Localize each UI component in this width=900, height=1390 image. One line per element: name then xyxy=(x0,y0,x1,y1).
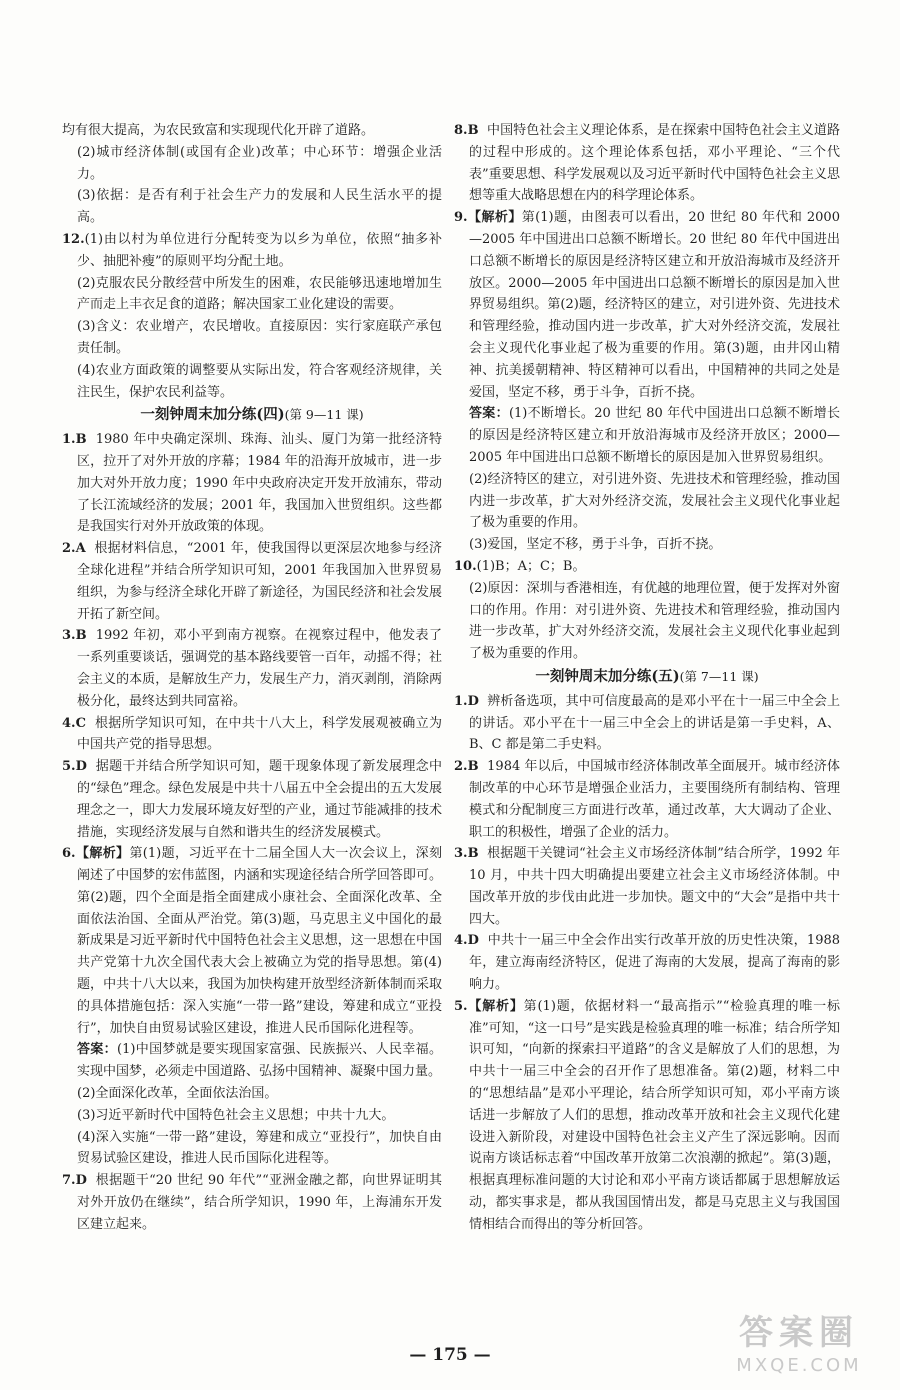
watermark-title: 答案圈 xyxy=(739,1313,859,1353)
question-12-sub-3: (3)含义：农业增产，农民增收。直接原因：实行家庭联产承包责任制。 xyxy=(77,319,442,356)
question-6-sub-2: (2)全面深化改革，全面依法治国。 xyxy=(77,1086,278,1102)
answer-text: 中共十一届三中全会作出实行改革开放的历史性决策，1988 年，建立海南经济特区，促进了海南的大发展，提高了海南的影响力。 xyxy=(469,933,841,993)
practice5-question-1 xyxy=(454,691,840,756)
question-9 xyxy=(454,207,840,403)
analysis-tag: 【解析】 xyxy=(75,846,130,862)
answer-tag: 答案： xyxy=(469,406,509,422)
section-heading-4 xyxy=(62,404,442,427)
analysis-tag: 【解析】 xyxy=(467,998,524,1014)
answer-text: 根据题干“20 世纪 90 年代”“亚洲金融之都，向世界证明其对外开放仍在继续”，结合所学知识，1990 年，上海浦东开发区建立起来。 xyxy=(77,1173,443,1232)
answer-text: 辨析备选项，其中可信度最高的是邓小平在十一届三中全会上的讲话。邓小平在十一届三中全会上的讲话是第一手史料，A、B、C 都是第二手史料。 xyxy=(469,693,840,753)
practice5-question-4 xyxy=(454,930,840,995)
intro-line: 均有很大提高，为农民致富和实现现代化开辟了道路。 xyxy=(62,123,375,138)
answer-tag: 答案： xyxy=(77,1042,117,1058)
question-number: 8. xyxy=(454,123,468,138)
answer-text: 1992 年初，邓小平到南方视察。在视察过程中，他发表了一系列重要谈话，强调党的基本路线要管一百年，动摇不得；社会主义的本质，是解放生产力，发展生产力，消灭剥削，消除两极分化，最终达到共同富裕。 xyxy=(77,628,442,709)
question-number: 2. xyxy=(454,759,468,775)
intro-sub-3: (3)依据：是否有利于社会生产力的发展和人民生活水平的提高。 xyxy=(77,188,442,226)
analysis-text: 第(1)题，由图表可以看出，20 世纪 80 年代和 2000—2005 年中国进出口总额不断增长。20 世纪 80 年代中国进出口总额不断增长的原因是经济特区建立和开放沿海城市及经济开放区。2000—2005 年中国进出口总额不断增长的原因是加入世界贸易组织。第(2)题，经济特区的建立，对引进外资、先进技术和管理经验，推动国内进一步改革，扩大对外经济交流，发展社会主义现代化事业起了极为重要的作用。第(3)题，由井冈山精神、抗美援朝精神、特区精神可以看出，中国精神的共同之处是爱国，坚定不移，勇于斗争，百折不挠。 xyxy=(469,210,840,400)
answer-text: (1)中国梦就是要实现国家富强、民族振兴、人民幸福。实现中国梦，必须走中国道路、弘扬中国精神、凝聚中国力量。 xyxy=(77,1042,442,1080)
answer-text: 中国特色社会主义理论体系，是在探索中国特色社会主义道路的过程中形成的。这个理论体系包括，邓小平理论、“三个代表”重要思想、科学发展观以及习近平新时代中国特色社会主义思想等重大战略思想在内的科学理论体系。 xyxy=(469,123,840,204)
answer-letter: D xyxy=(467,693,479,709)
answer-letter: D xyxy=(467,933,479,949)
analysis-tag: 【解析】 xyxy=(467,210,522,226)
question-number: 12. xyxy=(62,231,85,247)
question-6-answer xyxy=(62,1039,442,1083)
question-10 xyxy=(454,556,840,578)
answer-letter: A xyxy=(75,541,86,557)
answer-text: 根据题干关键词“社会主义市场经济体制”结合所学，1992 年 10 月，中共十四大明确提出要建立社会主义市场经济体制。中国改革开放的步伐由此进一步加快。题文中的“大会”是指中共十四大。 xyxy=(469,846,841,927)
question-number: 7. xyxy=(62,1173,76,1189)
question-12 xyxy=(62,229,442,273)
question-9-answer xyxy=(454,403,840,468)
answer-letter: B xyxy=(75,432,87,448)
question-number: 4. xyxy=(62,715,76,731)
right-column xyxy=(454,120,840,1236)
question-number: 4. xyxy=(454,933,468,949)
question-7 xyxy=(62,1170,442,1235)
answer-text: 根据材料信息，“2001 年，使我国得以更深层次地参与经济全球化进程”并结合所学知识可知，2001 年我国加入世界贸易组织，为参与经济全球化开辟了新途径，为国民经济和社会发展开拓了新空间。 xyxy=(77,541,442,622)
analysis-text: 第(1)题，习近平在十二届全国人大一次会议上，深刻阐述了中国梦的宏伟蓝图，内涵和实现途径结合所学回答即可。第(2)题，四个全面是指全面建成小康社会、全面深化改革、全面依法治国、全面从严治党。第(3)题，马克思主义中国化的最新成果是习近平新时代中国特色社会主义思想，这一思想在中国共产党第十九次全国代表大会上被确立为党的指导思想。第(4)题，中共十八大以来，我国为加快构建开放型经济新体制而采取的具体措施包括：深入实施“一带一路”建设，筹建和成立“亚投行”，加快自由贸易试验区建设，推进人民币国际化进程等。 xyxy=(77,846,442,1036)
question-8 xyxy=(454,120,840,207)
analysis-text: 第(1)题，依据材料一“最高指示”“检验真理的唯一标准”可知，“这一口号”是实践是检验真理的唯一标准；结合所学知识可知，“向新的探索扫平道路”的含义是解放了人们的思想，为中共十一届三中全会的召开作了思想准备。第(2)题，材料二中的“思想结晶”是邓小平理论，结合所学知识可知，邓小平南方谈话进一步解放了人们的思想，推动改革开放和社会主义现代化建设进入新阶段，对建设中国特色社会主义产生了深远影响。因而说南方谈话标志着“中国改革开放第二次浪潮的掀起”。第(3)题，根据真理标准问题的大讨论和邓小平南方谈话都属于思想解放运动，都实事求是，都从我国国情出发，都是马克思主义与我国国情相结合而得出的等分析回答。 xyxy=(469,998,840,1232)
question-12-sub-4: (4)农业方面政策的调整要从实际出发，符合客观经济规律，关注民生，保护农民利益等。 xyxy=(77,362,442,400)
section-range: (第 7—11 课) xyxy=(679,668,759,684)
question-number: 1. xyxy=(454,693,468,709)
question-number: 3. xyxy=(454,846,468,862)
section-title: 一刻钟周末加分练(五) xyxy=(535,667,680,685)
question-number: 9. xyxy=(454,210,468,226)
answer-letter: D xyxy=(75,1173,87,1189)
section-heading-5 xyxy=(454,666,840,689)
answer-letter: C xyxy=(75,715,86,731)
question-5 xyxy=(62,756,442,843)
answer-letter: B xyxy=(467,846,479,862)
practice5-question-3 xyxy=(454,843,840,930)
answer-text: 1984 年以后，中国城市经济体制改革全面展开。城市经济体制改革的中心环节是增强企业活力，主要围绕所有制结构、管理模式和分配制度三方面进行改革，通过改革，大大调动了企业、职工的积极性，增强了企业的活力。 xyxy=(469,759,841,840)
question-6 xyxy=(62,843,442,1039)
answer-letter: D xyxy=(75,759,87,775)
answer-text: (1)不断增长。20 世纪 80 年代中国进出口总额不断增长的原因是经济特区建立和开放沿海城市及经济开放区；2000—2005 年中国进出口总额不断增长的原因是加入世界贸易组织。 xyxy=(469,406,840,465)
question-number: 2. xyxy=(62,541,76,557)
answer-letter: B xyxy=(467,759,479,775)
practice5-question-2 xyxy=(454,756,840,843)
answer-text: 1980 年中央确定深圳、珠海、汕头、厦门为第一批经济特区，拉开了对外开放的序幕；1984 年的沿海开放城市，进一步加大对外开放力度；1990 年中央政府决定开发开放浦东，带动了长江流域经济的发展；2001 年，我国加入世贸组织。这些都是我国实行对外开放政策的体现。 xyxy=(77,432,442,535)
answer-letter: B xyxy=(75,628,87,644)
question-number: 5. xyxy=(62,759,76,775)
question-10-sub-2: (2)原因：深圳与香港相连，有优越的地理位置，便于发挥对外窗口的作用。作用：对引进外资、先进技术和管理经验，推动国内进一步改革，扩大对外经济交流，发展社会主义现代化事业起到了极为重要的作用。 xyxy=(469,580,840,662)
watermark-logo xyxy=(706,1310,892,1384)
answer-text: (1)由以村为单位进行分配转变为以乡为单位，依照“抽多补少、抽肥补瘦”的原则平均分配土地。 xyxy=(77,231,442,269)
question-number: 6. xyxy=(62,846,76,862)
question-6-sub-4: (4)深入实施“一带一路”建设，筹建和成立“亚投行”，加快自由贸易试验区建设，推进人民币国际化进程等。 xyxy=(77,1129,442,1167)
practice5-question-5 xyxy=(454,996,840,1236)
question-6-sub-3: (3)习近平新时代中国特色社会主义思想；中共十九大。 xyxy=(77,1107,395,1123)
section-range: (第 9—11 课) xyxy=(284,407,364,423)
intro-sub-2: (2)城市经济体制(或国有企业)改革；中心环节：增强企业活力。 xyxy=(77,144,442,182)
watermark-url: MXQE.COM xyxy=(736,1355,862,1376)
question-4 xyxy=(62,713,442,757)
answer-letter: B xyxy=(467,123,479,138)
question-9-sub-2: (2)经济特区的建立，对引进外资、先进技术和管理经验，推动国内进一步改革，扩大对外经济交流，发展社会主义现代化事业起了极为重要的作用。 xyxy=(469,471,840,531)
answer-text: 根据所学知识可知，在中共十八大上，科学发展观被确立为中国共产党的指导思想。 xyxy=(77,715,442,753)
question-number: 3. xyxy=(62,628,76,644)
question-number: 5. xyxy=(454,998,468,1014)
answer-text: (1)B；A；C；B。 xyxy=(476,558,586,574)
left-column xyxy=(62,120,442,1236)
page-number: — 175 — xyxy=(409,1345,491,1365)
answer-text: 据题干并结合所学知识可知，题干现象体现了新发展理念中的“绿色”理念。绿色发展是中共十八届五中全会提出的五大发展理念之一，即大力发展环境友好型的产业，通过节能减排的技术措施，实现经济发展与自然和谐共生的经济发展模式。 xyxy=(77,759,442,840)
section-title: 一刻钟周末加分练(四) xyxy=(140,406,285,424)
question-3 xyxy=(62,625,442,712)
question-number: 10. xyxy=(454,558,477,574)
question-9-sub-3: (3)爱国，坚定不移，勇于斗争，百折不挠。 xyxy=(469,537,722,553)
question-number: 1. xyxy=(62,432,76,448)
question-1 xyxy=(62,429,442,538)
question-12-sub-2: (2)克服农民分散经营中所发生的困难，农民能够迅速地增加生产而走上丰衣足食的道路；解决国家工业化建设的需要。 xyxy=(77,275,442,313)
question-2 xyxy=(62,538,442,625)
